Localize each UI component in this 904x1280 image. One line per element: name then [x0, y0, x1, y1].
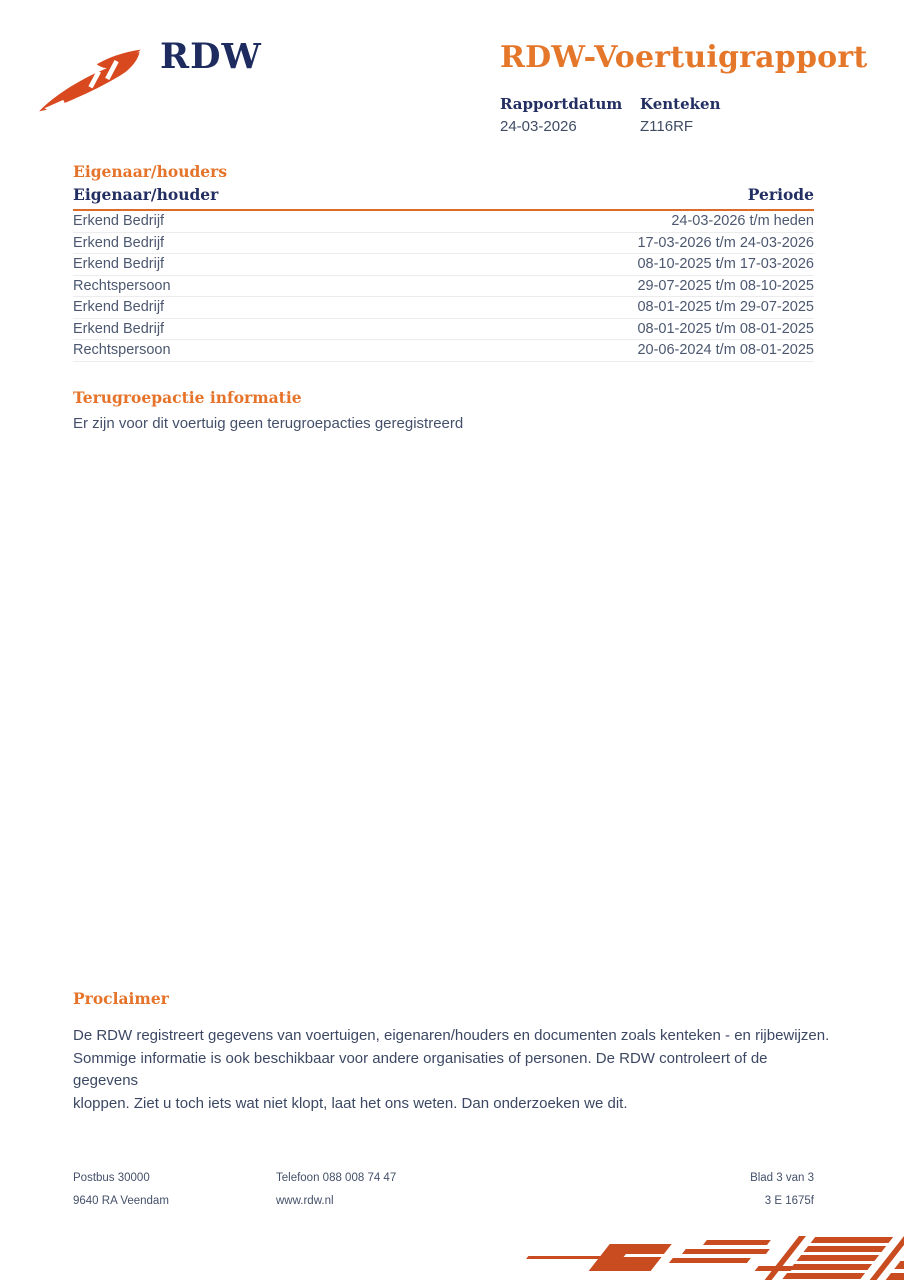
table-row [73, 319, 814, 341]
page-footer [73, 1172, 814, 1207]
proclaimer-line: Sommige informatie is ook beschikbaar voor andere organisaties of personen. De RDW controleert of de gegevens [73, 1049, 768, 1089]
table-row [73, 276, 814, 298]
table-row [73, 297, 814, 319]
footer-phone: Telefoon 088 008 74 47 [276, 1172, 397, 1184]
license-plate-value: Z116RF [640, 118, 694, 135]
period-cell: 29-07-2025 t/m 08-10-2025 [637, 277, 814, 294]
table-row [73, 340, 814, 362]
footer-address-line2: 9640 RA Veendam [73, 1195, 169, 1207]
owners-table-header [73, 185, 814, 211]
owners-section [73, 162, 814, 362]
proclaimer-text [73, 1025, 833, 1115]
owner-cell: Erkend Bedrijf [73, 256, 165, 273]
rdw-wordmark: RDW [160, 36, 262, 77]
period-cell: 08-10-2025 t/m 17-03-2026 [637, 256, 814, 273]
owner-cell: Erkend Bedrijf [73, 213, 165, 230]
owner-cell: Erkend Bedrijf [73, 299, 165, 316]
recall-text: Er zijn voor dit voertuig geen terugroepacties geregistreerd [73, 415, 464, 432]
period-cell: 17-03-2026 t/m 24-03-2026 [637, 234, 814, 251]
period-cell: 08-01-2025 t/m 08-01-2025 [637, 320, 814, 337]
col-header-period: Periode [747, 185, 814, 204]
report-date-label: Rapportdatum [500, 95, 623, 113]
footer-doc-code: 3 E 1675f [764, 1195, 814, 1207]
table-row [73, 233, 814, 255]
speed-stripes-graphic-icon [510, 1236, 904, 1280]
period-cell: 08-01-2025 t/m 29-07-2025 [637, 299, 814, 316]
footer-address-line1: Postbus 30000 [73, 1172, 150, 1184]
footer-website: www.rdw.nl [276, 1195, 334, 1207]
recall-section-title: Terugroepactie informatie [73, 388, 302, 407]
report-date-block [500, 95, 640, 135]
period-cell: 20-06-2024 t/m 08-01-2025 [637, 342, 814, 359]
period-cell: 24-03-2026 t/m heden [671, 213, 814, 230]
proclaimer-line: De RDW registreert gegevens van voertuigen, eigenaren/houders en documenten zoals kenteken - en rijbewijzen. [73, 1027, 830, 1044]
rdw-feather-logo-icon [36, 48, 146, 114]
table-row [73, 254, 814, 276]
license-plate-block [640, 95, 780, 135]
owner-cell: Erkend Bedrijf [73, 320, 165, 337]
table-row [73, 211, 814, 233]
proclaimer-section [73, 989, 833, 1115]
recall-section [73, 388, 814, 432]
page-title: RDW-Voertuigrapport [500, 40, 868, 75]
report-date-value: 24-03-2026 [500, 118, 577, 135]
owner-cell: Erkend Bedrijf [73, 234, 165, 251]
owner-cell: Rechtspersoon [73, 342, 171, 359]
col-header-owner: Eigenaar/houder [73, 185, 219, 204]
license-plate-label: Kenteken [640, 95, 721, 113]
proclaimer-line: kloppen. Ziet u toch iets wat niet klopt, laat het ons weten. Dan onderzoeken we dit. [73, 1094, 628, 1112]
report-meta [500, 95, 780, 135]
proclaimer-section-title: Proclaimer [73, 989, 169, 1008]
footer-page-indicator: Blad 3 van 3 [750, 1172, 814, 1184]
owners-section-title: Eigenaar/houders [73, 162, 228, 181]
owner-cell: Rechtspersoon [73, 277, 171, 294]
